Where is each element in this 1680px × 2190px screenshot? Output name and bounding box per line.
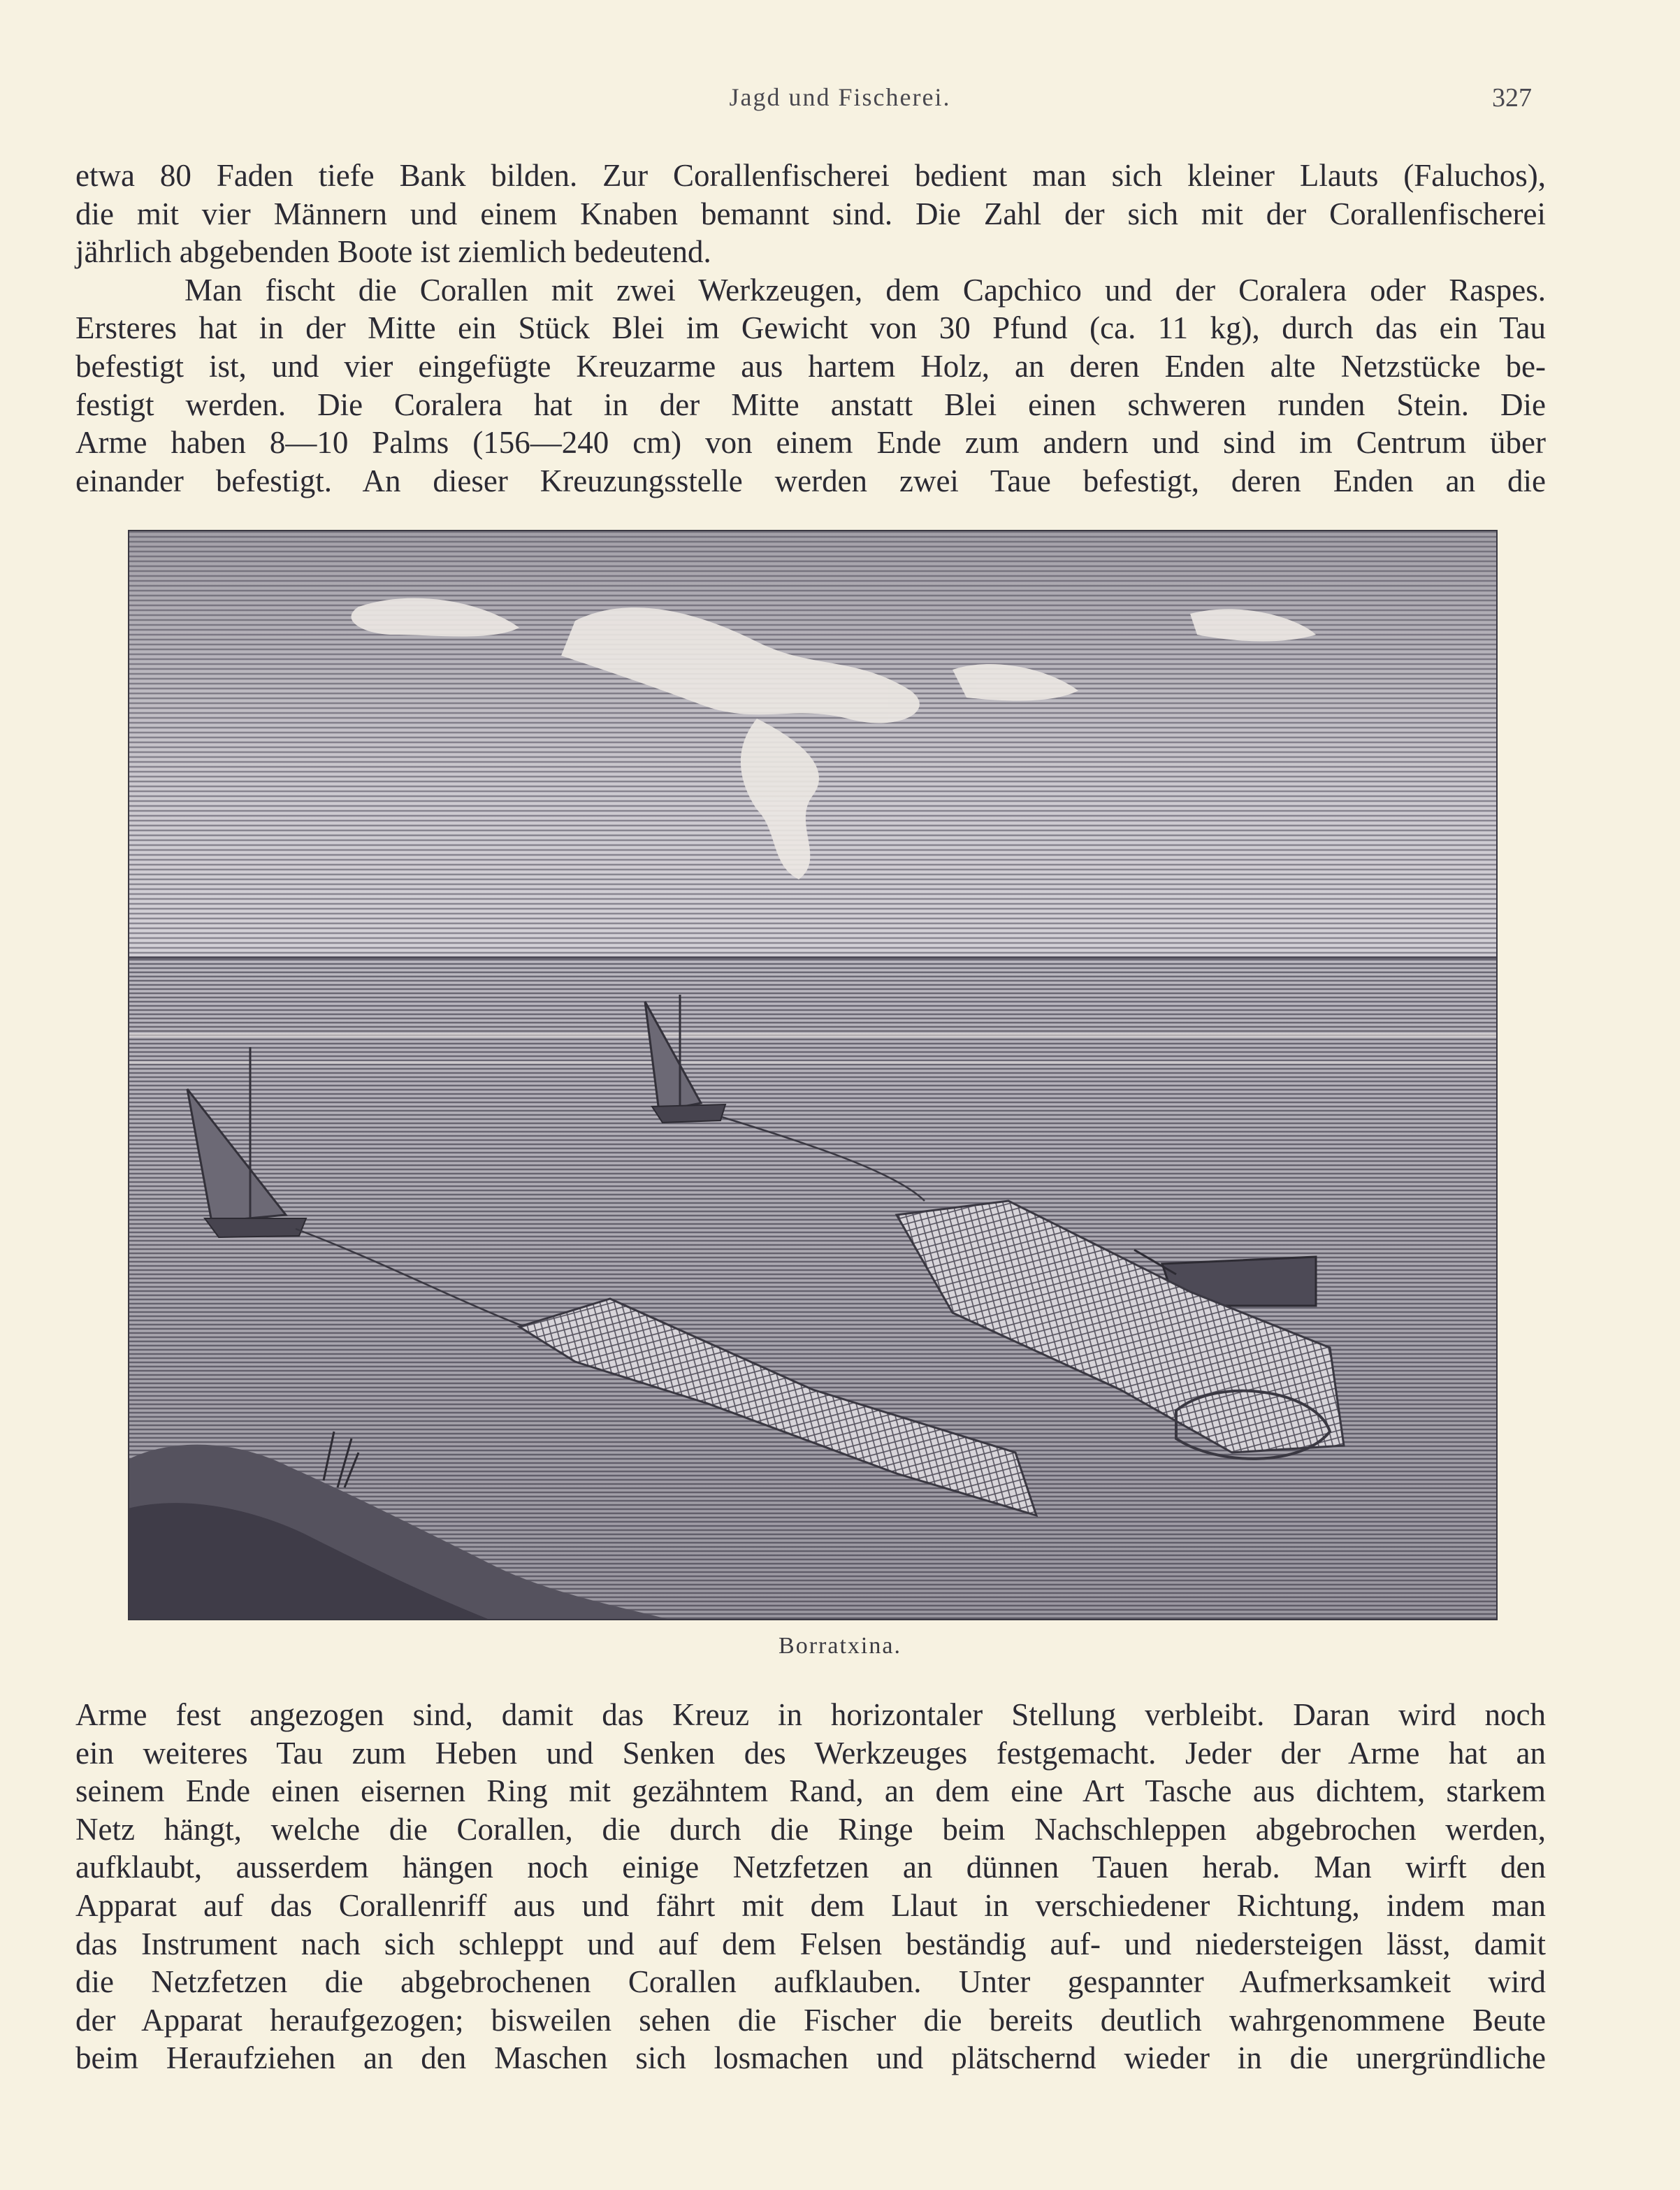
page-number: 327: [1492, 83, 1532, 113]
text-line: festigt werden. Die Coralera hat in der Mitte anstatt Blei einen schweren runden Stein. Die: [75, 387, 1546, 422]
page-header: [0, 82, 1680, 124]
text-line: Netz hängt, welche die Corallen, die durch die Ringe beim Nachschleppen abgebrochen werden,: [75, 1811, 1546, 1847]
running-title: Jagd und Fischerei.: [729, 83, 951, 111]
text-line: befestigt ist, und vier eingefügte Kreuzarme aus hartem Holz, an deren Enden alte Netzstücke be-: [75, 348, 1546, 384]
text-line: Arme fest angezogen sind, damit das Kreuz in horizontaler Stellung verbleibt. Daran wird noch: [75, 1697, 1546, 1732]
text-line: Man fischt die Corallen mit zwei Werkzeugen, dem Capchico und der Coralera oder Raspes.: [184, 272, 1546, 308]
engraving-figure: [128, 530, 1498, 1620]
text-line: aufklaubt, ausserdem hängen noch einige Netzfetzen an dünnen Tauen herab. Man wirft den: [75, 1850, 1546, 1885]
text-line: die mit vier Männern und einem Knaben bemannt sind. Die Zahl der sich mit der Corallenfischerei: [75, 196, 1546, 231]
text-line: die Netzfetzen die abgebrochenen Corallen aufklauben. Unter gespannter Aufmerksamkeit wird: [75, 1964, 1546, 2000]
engraving-illustration: [128, 530, 1498, 1620]
text-line: Ersteres hat in der Mitte ein Stück Blei im Gewicht von 30 Pfund (ca. 11 kg), durch das ein Tau: [75, 310, 1546, 346]
text-line: jährlich abgebenden Boote ist ziemlich bedeutend.: [75, 234, 711, 270]
text-line: beim Heraufziehen an den Maschen sich losmachen und plätschernd wieder in die unergründliche: [75, 2040, 1546, 2076]
text-block-top: [75, 157, 1546, 500]
text-line: Arme haben 8—10 Palms (156—240 cm) von einem Ende zum andern und sind im Centrum über: [75, 425, 1546, 461]
text-line: ein weiteres Tau zum Heben und Senken des Werkzeuges festgemacht. Jeder der Arme hat an: [75, 1735, 1546, 1771]
text-block-bottom: [75, 1696, 1546, 2077]
text-line: der Apparat heraufgezogen; bisweilen sehen die Fischer die bereits deutlich wahrgenommene Beute: [75, 2002, 1546, 2038]
text-line: einander befestigt. An dieser Kreuzungsstelle werden zwei Taue befestigt, deren Enden an die: [75, 463, 1546, 498]
text-line: seinem Ende einen eisernen Ring mit gezähntem Rand, an dem eine Art Tasche aus dichtem, starkem: [75, 1773, 1546, 1809]
text-line: Apparat auf das Corallenriff aus und fährt mit dem Llaut in verschiedener Richtung, indem man: [75, 1887, 1546, 1923]
text-line: etwa 80 Faden tiefe Bank bilden. Zur Corallenfischerei bedient man sich kleiner Llauts (Faluchos),: [75, 158, 1546, 193]
figure-caption: Borratxina.: [779, 1633, 901, 1659]
text-line: das Instrument nach sich schleppt und auf dem Felsen beständig auf- und niedersteigen lässt, damit: [75, 1926, 1546, 1961]
paragraph-1: [75, 157, 1546, 271]
paragraph-2: [75, 271, 1546, 500]
